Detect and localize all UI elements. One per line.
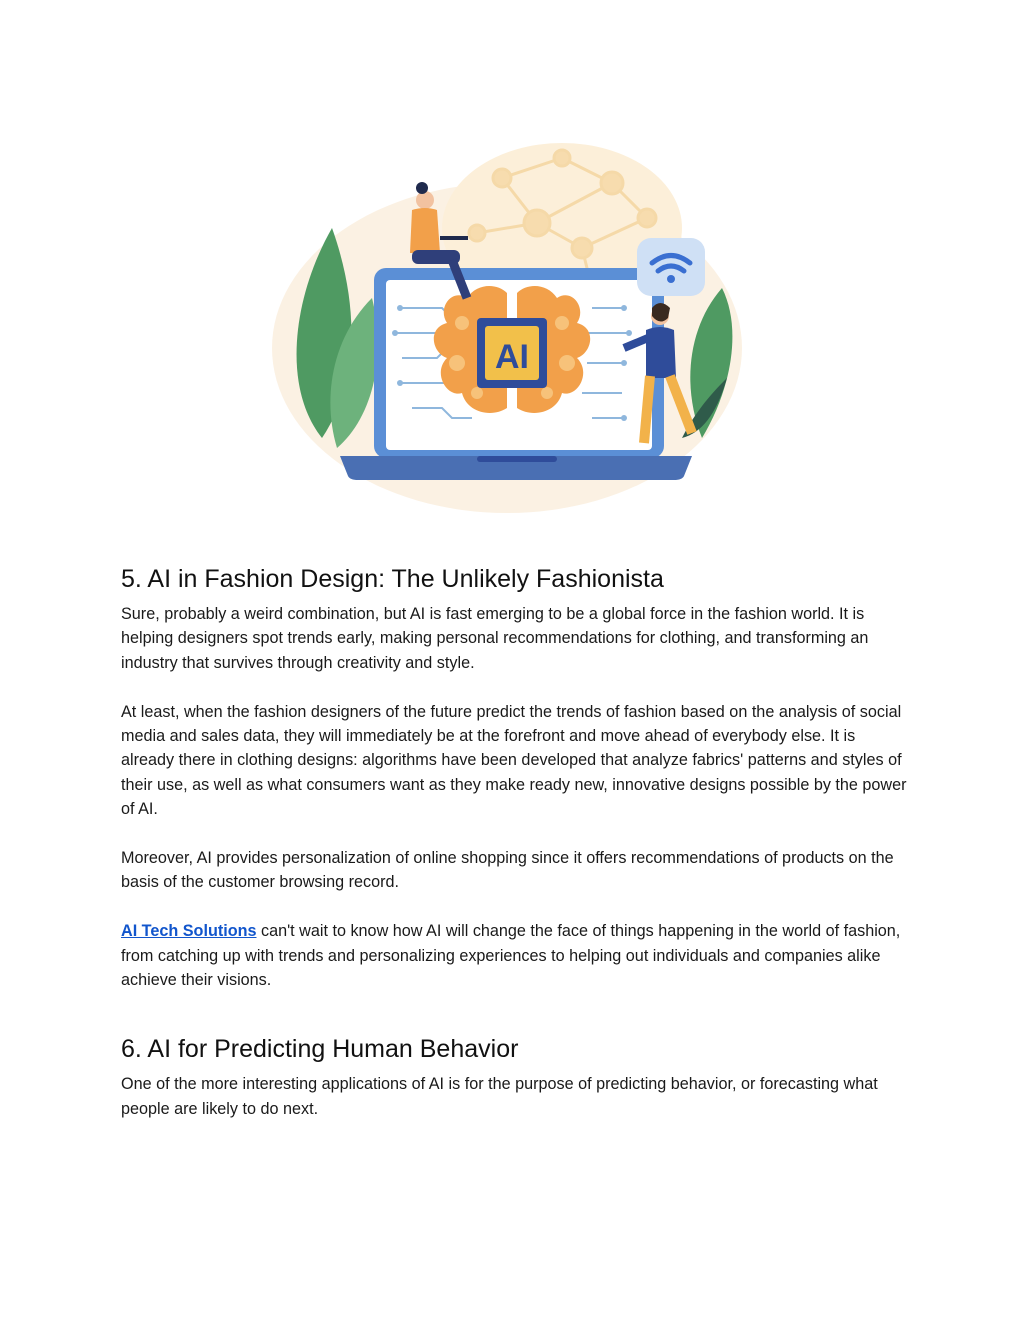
paragraph: Sure, probably a weird combination, but AI is fast emerging to be a global force in the fashion world. It is helping designers spot trends early, making personal recommendations for clothing, and transforming an industry that survives through creativity and style. [121,605,869,672]
paragraph: At least, when the fashion designers of the future predict the trends of fashion based on the analysis of social media and sales data, they will immediately be at the forefront and move ahead of everybody else. It is already there in clothing designs: algorithms have been developed that analyze fabrics' patterns and styles of their use, as well as what consumers want as they make ready new, innovative designs possible by the power of AI. [121,702,907,819]
paragraph-text: can't wait to know how AI will change the face of things happening in the world of fashion, from catching up with trends and personalizing experiences to helping out individuals and companies alike achieve their visions. [121,922,901,990]
ai-tech-solutions-link[interactable]: AI Tech Solutions [121,922,257,941]
hero-illustration [262,138,762,518]
paragraph-with-link [121,919,911,992]
article-content [121,562,911,1146]
section-heading: 6. AI for Predicting Human Behavior [121,1035,519,1064]
section-heading: 5. AI in Fashion Design: The Unlikely Fashionista [121,565,664,593]
section-predicting-behavior [121,1032,911,1121]
ai-chip-label: AI [495,338,529,376]
section-ai-fashion-design [121,562,911,992]
paragraph: One of the more interesting applications of AI is for the purpose of predicting behavior, or forecasting what people are likely to do next. [121,1075,878,1118]
paragraph: Moreover, AI provides personalization of online shopping since it offers recommendations of products on the basis of the customer browsing record. [121,849,894,892]
